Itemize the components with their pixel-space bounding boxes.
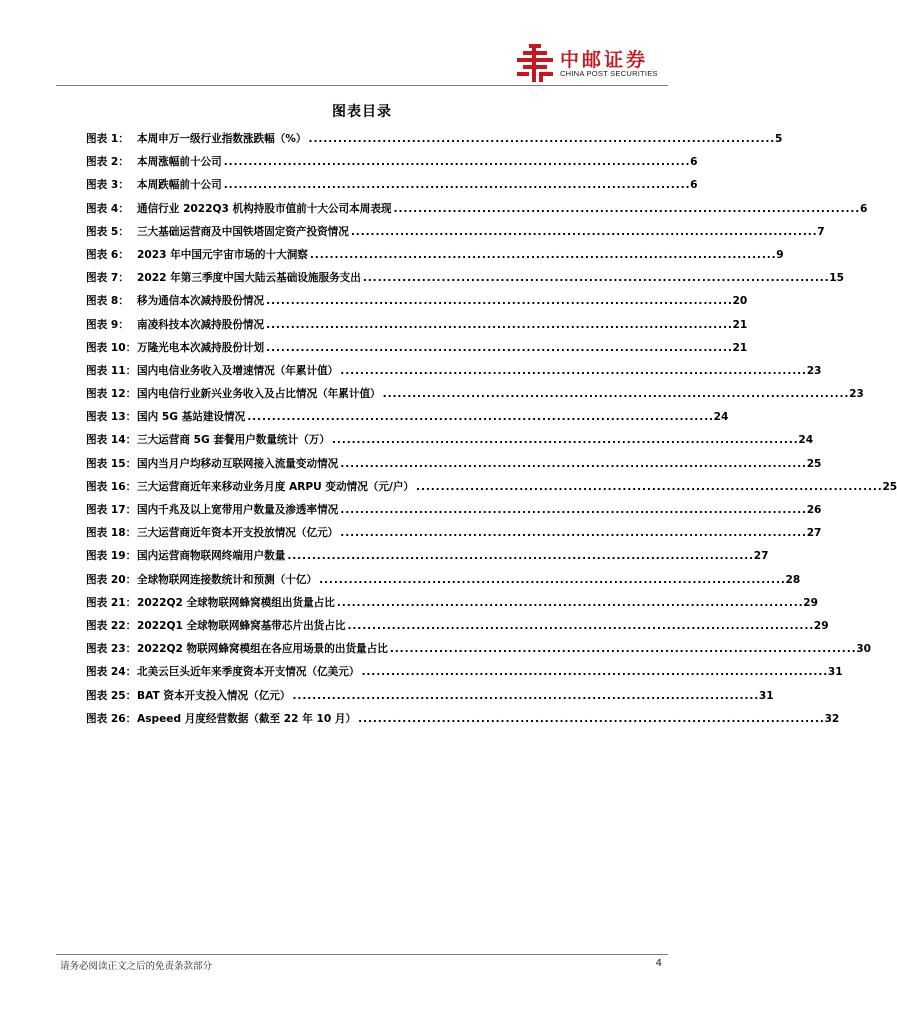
toc-entry[interactable] <box>86 244 784 267</box>
toc-entry-page: 32 <box>824 712 840 725</box>
toc-entry-page: 21 <box>732 318 748 331</box>
toc-entry-page: 31 <box>827 666 843 679</box>
toc-entry-label: 图表 12： <box>86 388 137 401</box>
toc-title: 图表目录 <box>332 104 392 120</box>
toc-dot-leader <box>340 360 804 383</box>
toc-entry-label: 图表 5： <box>86 225 129 238</box>
toc-entry-title: 国内千兆及以上宽带用户数量及渗透率情况 <box>137 504 339 516</box>
toc-dot-leader <box>310 244 774 267</box>
toc-entry-page: 30 <box>856 643 871 656</box>
logo-chinese-name: 中邮证券 <box>560 49 649 71</box>
toc-dot-leader <box>224 151 688 174</box>
toc-entry-page: 9 <box>776 248 784 261</box>
toc-dot-leader <box>266 337 730 360</box>
toc-entry-title: 万隆光电本次减持股份计划 <box>137 341 265 354</box>
toc-entry-label: 图表 4： <box>86 202 129 215</box>
toc-entry-label: 图表 20： <box>86 573 137 586</box>
toc-entry-page: 25 <box>806 457 822 470</box>
toc-entry-label: 图表 11： <box>86 364 137 377</box>
toc-entry-title: 北美云巨头近年来季度资本开支情况（亿美元） <box>137 666 360 679</box>
logo-english-name: CHINA POST SECURITIES <box>560 69 658 78</box>
toc-entry-title: 全球物联网连接数统计和预测（十亿） <box>137 573 318 586</box>
toc-entry[interactable] <box>86 221 825 244</box>
toc-entry-page: 25 <box>882 480 897 493</box>
toc-entry-page: 15 <box>829 272 845 285</box>
toc-entry-page: 27 <box>753 550 769 563</box>
toc-entry[interactable] <box>86 661 843 684</box>
toc-entry[interactable] <box>86 290 748 313</box>
toc-entry-page: 7 <box>817 225 825 238</box>
toc-entry-title: 2023 年中国元宇宙市场的十大洞察 <box>137 248 308 261</box>
toc-entry-label: 图表 6： <box>86 248 129 261</box>
toc-entry[interactable] <box>86 476 897 499</box>
toc-entry[interactable] <box>86 522 822 545</box>
toc-entry-label: 图表 26： <box>86 712 137 725</box>
toc-entry-title: 2022Q1 全球物联网蜂窝基带芯片出货占比 <box>137 619 346 632</box>
toc-entry[interactable] <box>86 128 783 151</box>
toc-entry-label: 图表 22： <box>86 619 137 632</box>
toc-entry-label: 图表 7： <box>86 272 129 285</box>
toc-dot-leader <box>361 661 825 684</box>
toc-entry-label: 图表 16： <box>86 480 137 493</box>
toc-entry-label: 图表 17： <box>86 504 137 516</box>
toc-entry[interactable] <box>86 383 864 406</box>
toc-entry-page: 6 <box>690 156 698 169</box>
toc-entry-title: 2022Q2 物联网蜂窝模组在各应用场景的出货量占比 <box>137 643 388 656</box>
toc-entry-title: 三大基础运营商及中国铁塔固定资产投资情况 <box>137 225 349 238</box>
toc-entry[interactable] <box>86 314 748 337</box>
toc-entry[interactable] <box>86 337 748 360</box>
toc-entry-page: 31 <box>758 689 774 702</box>
toc-entry-title: 国内 5G 基站建设情况 <box>137 411 246 424</box>
toc-entry-page: 24 <box>798 434 814 447</box>
toc-entry[interactable] <box>86 151 698 174</box>
disclaimer-note: 请务必阅读正文之后的免责条款部分 <box>60 961 213 972</box>
toc-entry-title: 本周跌幅前十公司 <box>137 179 222 192</box>
toc-entry-label: 图表 25： <box>86 689 137 702</box>
toc-entry[interactable] <box>86 545 769 568</box>
toc-entry-title: 通信行业 2022Q3 机构持股市值前十大公司本周表现 <box>137 202 392 215</box>
toc-dot-leader <box>416 476 880 499</box>
toc-entry-label: 图表 13： <box>86 411 137 424</box>
toc-entry[interactable] <box>86 429 814 452</box>
toc-entry-label: 图表 9： <box>86 318 129 331</box>
toc-entry-title: 国内当月户均移动互联网接入流量变动情况 <box>137 457 339 470</box>
toc-entry-page: 28 <box>785 573 801 586</box>
toc-dot-leader <box>293 685 757 708</box>
toc-entry-title: 本周涨幅前十公司 <box>137 156 222 169</box>
toc-entry-label: 图表 18： <box>86 527 137 540</box>
toc-entry[interactable] <box>86 685 774 708</box>
toc-entry-page: 27 <box>806 527 822 540</box>
toc-dot-leader <box>363 267 827 290</box>
toc-entry-page: 26 <box>806 504 822 516</box>
toc-entry[interactable] <box>86 360 822 383</box>
toc-dot-leader <box>266 314 730 337</box>
toc-entry[interactable] <box>86 198 868 221</box>
toc-entry-label: 图表 8： <box>86 295 129 308</box>
toc-entry-title: 2022Q2 全球物联网蜂窝模组出货量占比 <box>137 596 335 609</box>
footer-divider <box>56 954 668 955</box>
toc-entry[interactable] <box>86 592 819 615</box>
toc-dot-leader <box>340 522 804 545</box>
toc-dot-leader <box>319 569 783 592</box>
toc-entry-page: 23 <box>849 388 864 401</box>
toc-entry-title: 南凌科技本次减持股份情况 <box>137 318 265 331</box>
china-post-logo-icon <box>515 44 555 82</box>
toc-entry[interactable] <box>86 267 845 290</box>
page-number: 4 <box>655 958 662 969</box>
toc-entry[interactable] <box>86 453 822 476</box>
toc-entry-page: 24 <box>713 411 729 424</box>
toc-entry-label: 图表 10： <box>86 341 137 354</box>
toc-entry-title: 国内电信业务收入及增速情况（年累计值） <box>137 364 339 377</box>
toc-entry-page: 5 <box>774 133 783 145</box>
toc-entry-title: BAT 资本开支投入情况（亿元） <box>137 689 291 702</box>
toc-dot-leader <box>247 406 711 429</box>
toc-dot-leader <box>340 453 804 476</box>
toc-entry[interactable] <box>86 174 698 197</box>
toc-dot-leader <box>390 638 854 661</box>
toc-entry-title: 三大运营商近年资本开支投放情况（亿元） <box>137 527 339 540</box>
toc-entry-title: Aspeed 月度经营数据（截至 22 年 10 月） <box>137 712 357 725</box>
toc-entry-title: 移为通信本次减持股份情况 <box>137 295 265 308</box>
toc-entry-page: 29 <box>813 619 829 632</box>
company-logo <box>515 44 671 82</box>
toc-dot-leader <box>394 198 858 221</box>
toc-dot-leader <box>224 174 688 197</box>
toc-entry[interactable] <box>86 708 840 731</box>
toc-entry-label: 图表 2： <box>86 156 129 169</box>
toc-entry-page: 21 <box>732 341 748 354</box>
toc-dot-leader <box>287 545 751 568</box>
toc-entry-title: 本周申万一级行业指数涨跌幅（%） <box>137 133 307 145</box>
toc-entry-label: 图表 3： <box>86 179 129 192</box>
toc-dot-leader <box>309 128 773 151</box>
header-divider <box>56 85 668 86</box>
toc-entry-label: 图表 23： <box>86 643 137 656</box>
toc-entry-label: 图表 14： <box>86 434 137 447</box>
toc-entry-label: 图表 19： <box>86 550 137 563</box>
toc-entry-label: 图表 15： <box>86 457 137 470</box>
toc-dot-leader <box>332 429 796 452</box>
toc-list <box>86 128 897 731</box>
toc-dot-leader <box>351 221 815 244</box>
toc-entry[interactable] <box>86 499 822 522</box>
toc-dot-leader <box>347 615 811 638</box>
toc-dot-leader <box>337 592 801 615</box>
toc-entry-page: 6 <box>690 179 698 192</box>
toc-entry[interactable] <box>86 615 829 638</box>
toc-entry-page: 29 <box>803 596 819 609</box>
toc-entry-title: 三大运营商近年来移动业务月度 ARPU 变动情况（元/户） <box>137 480 415 493</box>
toc-entry-label: 图表 1： <box>86 133 129 145</box>
toc-entry-label: 图表 24： <box>86 666 137 679</box>
toc-entry-title: 2022 年第三季度中国大陆云基础设施服务支出 <box>137 272 361 285</box>
toc-entry-title: 国内电信行业新兴业务收入及占比情况（年累计值） <box>137 388 381 401</box>
toc-dot-leader <box>340 499 804 522</box>
toc-dot-leader <box>383 383 847 406</box>
toc-entry-page: 6 <box>859 202 868 215</box>
toc-dot-leader <box>266 290 730 313</box>
toc-entry[interactable] <box>86 638 871 661</box>
toc-entry-title: 国内运营商物联网终端用户数量 <box>137 550 286 563</box>
toc-entry[interactable] <box>86 569 801 592</box>
toc-dot-leader <box>358 708 822 731</box>
toc-entry-page: 23 <box>806 364 822 377</box>
toc-entry-label: 图表 21： <box>86 596 137 609</box>
toc-entry[interactable] <box>86 406 729 429</box>
toc-entry-page: 20 <box>732 295 748 308</box>
toc-entry-title: 三大运营商 5G 套餐用户数量统计（万） <box>137 434 330 447</box>
